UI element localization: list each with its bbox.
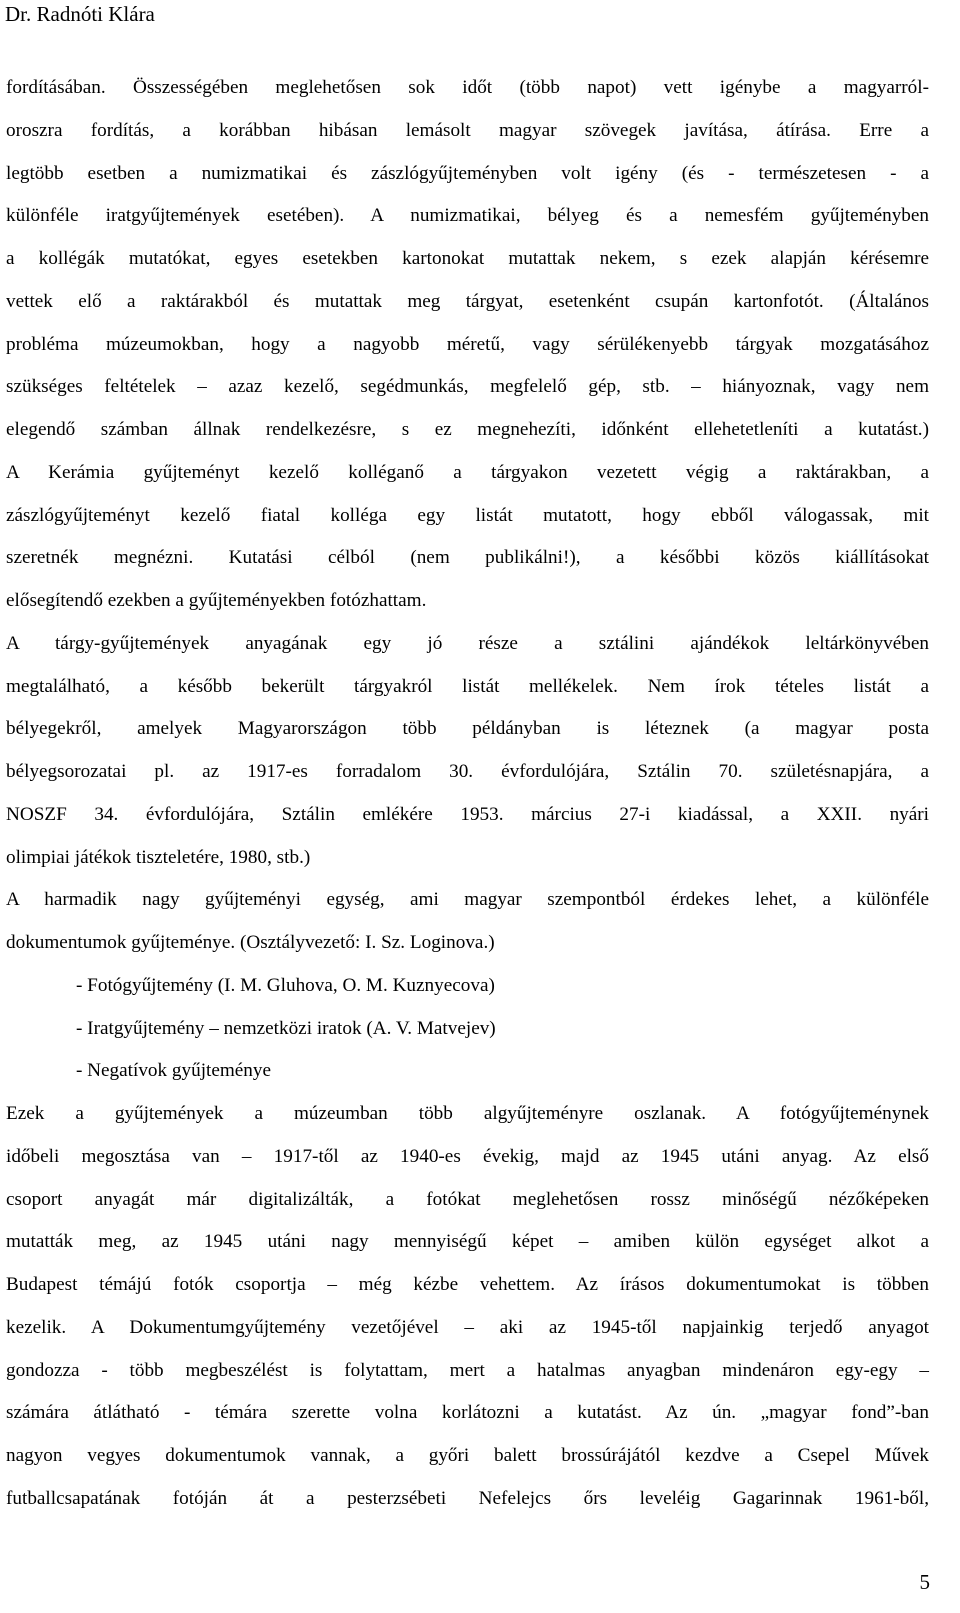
text-line: zászlógyűjteményt kezelő fiatal kolléga egy listát mutatott, hogy ebből válogassak, mit [6, 504, 929, 526]
text-line: időbeli megosztása van – 1917-től az 1940-es évekig, majd az 1945 utáni anyag. Az első [6, 1145, 929, 1167]
page-number: 5 [919, 1570, 930, 1594]
text-line: probléma múzeumokban, hogy a nagyobb méretű, vagy sérülékenyebb tárgyak mozgatásához [6, 333, 929, 355]
text-line: csoport anyagát már digitalizálták, a fotókat meglehetősen rossz minőségű nézőképeken [6, 1188, 929, 1210]
text-line: elegendő számban állnak rendelkezésre, s ez megnehezíti, időnként ellehetetleníti a kutatást.) [6, 419, 929, 440]
list-item: - Fotógyűjtemény (I. M. Gluhova, O. M. Kuznyecova) [76, 974, 495, 996]
text-line: bélyegekről, amelyek Magyarországon több példányban is léteznek (a magyar posta [6, 718, 929, 740]
text-line: A harmadik nagy gyűjteményi egység, ami magyar szempontból érdekes lehet, a különféle [6, 889, 929, 911]
text-line: Ezek a gyűjtemények a múzeumban több algyűjteményre oszlanak. A fotógyűjteménynek [6, 1103, 929, 1124]
text-line: gondozza - több megbeszélést is folytattam, mert a hatalmas anyagban mindenáron egy-egy – [6, 1359, 929, 1381]
text-line: nagyon vegyes dokumentumok vannak, a győri balett brossúrájától kezdve a Csepel Művek [6, 1445, 929, 1466]
text-line: futballcsapatának fotóján át a pesterzsébeti Nefelejcs őrs leveléig Gagarinnak 1961-ből, [6, 1487, 929, 1509]
text-line: számára átlátható - témára szerette volna korlátozni a kutatást. Az ún. „magyar fond”-ban [6, 1402, 929, 1424]
page-header-author: Dr. Radnóti Klára [5, 2, 155, 26]
text-line: bélyegsorozatai pl. az 1917-es forradalom 30. évfordulójára, Sztálin 70. születésnapjára, a [6, 761, 929, 782]
list-item: - Iratgyűjtemény – nemzetközi iratok (A. V. Matvejev) [76, 1017, 496, 1039]
text-line: mutatták meg, az 1945 utáni nagy mennyiségű képet – amiben külön egységet alkot a [6, 1231, 929, 1253]
text-line: megtalálható, a később bekerült tárgyakról listát mellékelek. Nem írok tételes listát a [6, 675, 929, 697]
text-line: kezelik. A Dokumentumgyűjtemény vezetőjével – aki az 1945-től napjainkig terjedő anyagot [6, 1316, 929, 1338]
text-line: oroszra fordítás, a korábban hibásan lemásolt magyar szövegek javítása, átírása. Erre a [6, 119, 929, 141]
text-line: A Kerámia gyűjteményt kezelő kolléganő a tárgyakon vezetett végig a raktárakban, a [6, 461, 929, 483]
text-line: szükséges feltételek – azaz kezelő, segédmunkás, megfelelő gép, stb. – hiányoznak, vagy nem [6, 376, 929, 398]
text-line: különféle iratgyűjtemények esetében). A numizmatikai, bélyeg és a nemesfém gyűjteményben [6, 205, 929, 227]
text-line: szeretnék megnézni. Kutatási célból (nem publikálni!), a későbbi közös kiállításokat [6, 547, 929, 569]
text-line: NOSZF 34. évfordulójára, Sztálin emlékére 1953. március 27-i kiadással, a XXII. nyári [6, 803, 929, 825]
text-line: vettek elő a raktárakból és mutattak meg tárgyat, esetenként csupán kartonfotót. (Általános [6, 290, 929, 312]
body-text [6, 67, 929, 1521]
text-line: a kollégák mutatókat, egyes esetekben kartonokat mutattak nekem, s ezek alapján kérésemre [6, 248, 929, 269]
text-line: A tárgy-gyűjtemények anyagának egy jó része a sztálini ajándékok leltárkönyvében [6, 632, 929, 654]
text-line: Budapest témájú fotók csoportja – még kézbe vehettem. Az írásos dokumentumokat is többen [6, 1274, 929, 1295]
text-line: elősegítendő ezekben a gyűjteményekben fotózhattam. [6, 590, 427, 611]
text-line: olimpiai játékok tiszteletére, 1980, stb.) [6, 846, 311, 868]
text-line: fordításában. Összességében meglehetősen sok időt (több napot) vett igénybe a magyarról- [6, 77, 929, 98]
text-line: legtöbb esetben a numizmatikai és zászlógyűjteményben volt igény (és - természetesen - a [6, 162, 929, 184]
list-item: - Negatívok gyűjteménye [76, 1060, 272, 1082]
text-line: dokumentumok gyűjteménye. (Osztályvezető: I. Sz. Loginova.) [6, 932, 495, 953]
